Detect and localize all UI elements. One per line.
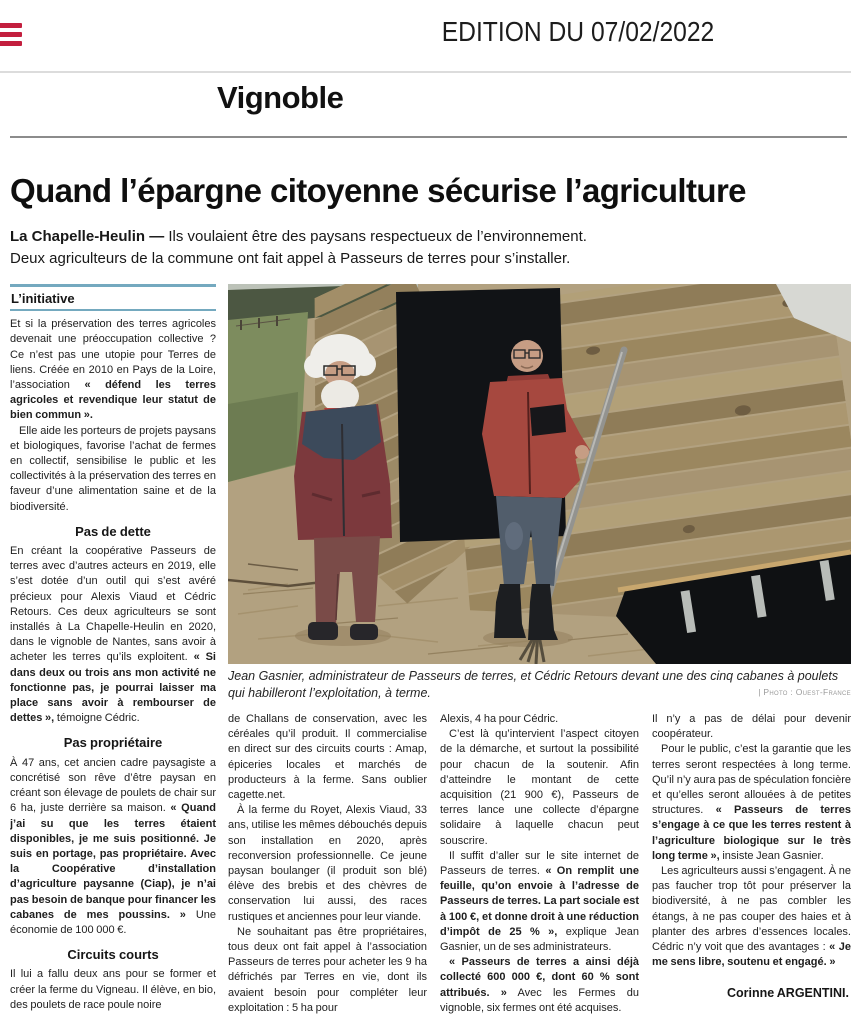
paragraph: En créant la coopérative Passeurs de terres avec d’autres acteurs en 2019, elle s’est dotée d’un outil qui s’est avéré précieux pour Alexis Viaud et Cédric Retours. Ces deux agriculteurs se sont installés à La Chapelle-Heulin en 2020, dans le vignoble de Nantes, sans avoir à acheter les terres qu’ils exploitent. « Si dans deux ou trois ans mon activité ne fonctionne pas, je pourrai laisser ma place sans avoir à rembourser de dettes », témoigne Cédric. <box>10 545 216 725</box>
article-bottom-columns <box>228 712 851 1024</box>
paragraph: Et si la préservation des terres agricoles devenait une préoccupation collective ? Ce n’est pas une utopie pour Terres de liens. Créée en 2010 en Pays de la Loire, l’association « défend les terres agricoles et revendique leur statut de bien commun ». <box>10 318 216 422</box>
byline: Corinne ARGENTINI. <box>726 986 849 1001</box>
paragraph: Alexis, 4 ha pour Cédric. <box>440 713 559 725</box>
paragraph: Il lui a fallu deux ans pour se former et créer la ferme du Vigneau. Il élève, en bio, des poulets de race poule noire <box>10 968 216 1011</box>
photo-illustration <box>228 284 851 664</box>
section-divider <box>10 136 847 138</box>
lead <box>10 226 840 269</box>
photo-caption <box>228 668 851 701</box>
menu-icon[interactable] <box>0 23 22 50</box>
paragraph: Ne souhaitant pas être propriétaires, tous deux ont fait appel à l’association Passeurs de terres pour acheter les 9 ha défrichés par Terres en vie, dont ils avaient besoin pour compléter leur exploitation : 5 ha pour <box>228 925 427 1014</box>
paragraph: de Challans de conservation, avec les céréales qu’il produit. Il commercialise en direct sur des circuits courts : Amap, épiceries locales et marchés de producteurs à la ferme. Sans oublier cagette.net. <box>228 713 427 802</box>
photo-credit: | Photo : Ouest-France <box>758 686 851 697</box>
lead-line2: Deux agriculteurs de la commune ont fait appel à Passeurs de terres pour s’installer. <box>10 249 571 267</box>
section-title: Vignoble <box>217 80 344 115</box>
paragraph: Il suffit d’aller sur le site internet de Passeurs de terres. « On remplit une feuille, qu’on envoie à l’adresse de Passeurs de terres. La part sociale est à 100 €, et donne droit à une réduction d’impôt de 25 % », explique Jean Gasnier, un de ses administrateurs. <box>440 849 640 954</box>
header-divider <box>0 71 851 73</box>
paragraph: C’est là qu’intervient l’aspect citoyen de la démarche, et surtout la possibilité pour chacun de la soutenir. Afin d’atteindre le montant de cette acquisition (21 900 €), Passeurs de terres lance une collecte d’épargne solidaire à laquelle chacun peut souscrire. <box>440 728 639 847</box>
article-photo <box>228 284 851 664</box>
menu-bar <box>0 32 22 37</box>
paragraph: Les agriculteurs aussi s’engagent. À ne pas faucher trop tôt pour préserver la biodiversité, à ne pas combler les étangs, à ne pas couper des haies et à planter des arbres d’essences locales. Cédric n’y voit que des avantages : « Je me sens libre, soutenu et engagé. » <box>652 865 851 969</box>
article-column-3 <box>440 712 639 1024</box>
crosshead: Circuits courts <box>67 947 159 963</box>
photo-caption-text: Jean Gasnier, administrateur de Passeurs de terres, et Cédric Retours devant une des cinq cabanes à poulets qui habilleront l’exploitation, à terme. <box>228 669 839 700</box>
edition-date: EDITION DU 07/02/2022 <box>441 16 715 47</box>
article-column-1 <box>10 284 216 1024</box>
lead-line1: Ils voulaient être des paysans respectueux de l’environnement. <box>164 228 587 245</box>
paragraph: À la ferme du Royet, Alexis Viaud, 33 ans, utilise les mêmes débouchés depuis son installation en 2020, après reconversion professionnelle. Ce jeune paysan boulanger (il produit son blé) élève des brebis et des chèvres de conservation lui aussi, des races rustiques et anciennes pour leur viande. <box>228 804 427 923</box>
menu-bar <box>0 41 22 46</box>
crosshead: Pas propriétaire <box>63 735 163 751</box>
lead-location: La Chapelle-Heulin — <box>10 228 165 245</box>
headline: Quand l’épargne citoyenne sécurise l’agriculture <box>10 172 746 209</box>
paragraph: Il n’y a pas de délai pour devenir coopérateur. <box>652 713 851 741</box>
paragraph: « Passeurs de terres a ainsi déjà collecté 600 000 €, dont 60 % sont attribués. » Avec les Fermes du vignoble, six fermes ont été acquises. <box>440 956 639 1014</box>
article-column-2 <box>228 712 427 1024</box>
article-column-4 <box>652 712 851 1024</box>
menu-bar <box>0 23 22 28</box>
info-box-title: L’initiative <box>10 287 216 311</box>
paragraph: Pour le public, c’est la garantie que les terres seront respectées à long terme. Qu’il n’y aura pas de spéculation foncière et qu’elles seront allouées à de petites structures. « Passeurs de terres s’engage à ce que les terres restent à l’agriculture biologique sur le très long terme », insiste Jean Gasnier. <box>652 743 851 862</box>
paragraph: Elle aide les porteurs de projets paysans et biologiques, favorise l’achat de fermes en collectif, sensibilise le public et les collectivités à la préservation des terres en faveur d’une alimentation saine et de la biodiversité. <box>10 424 216 513</box>
paragraph: À 47 ans, cet ancien cadre paysagiste a concrétisé son rêve d’être paysan en créant son élevage de poulets de chair sur 6 ha, juste derrière sa maison. « Quand j’ai su que les terres étaient disponibles, je me suis positionné. Je suis en portage, pas propriétaire. Avec la Coopérative d’installation d’agriculture paysanne (Ciap), je n’ai pas besoin de banque pour financer les cabanes de mes poussins. » Une économie de 100 000 €. <box>10 756 216 936</box>
crosshead: Pas de dette <box>75 523 151 539</box>
info-box <box>10 284 216 311</box>
